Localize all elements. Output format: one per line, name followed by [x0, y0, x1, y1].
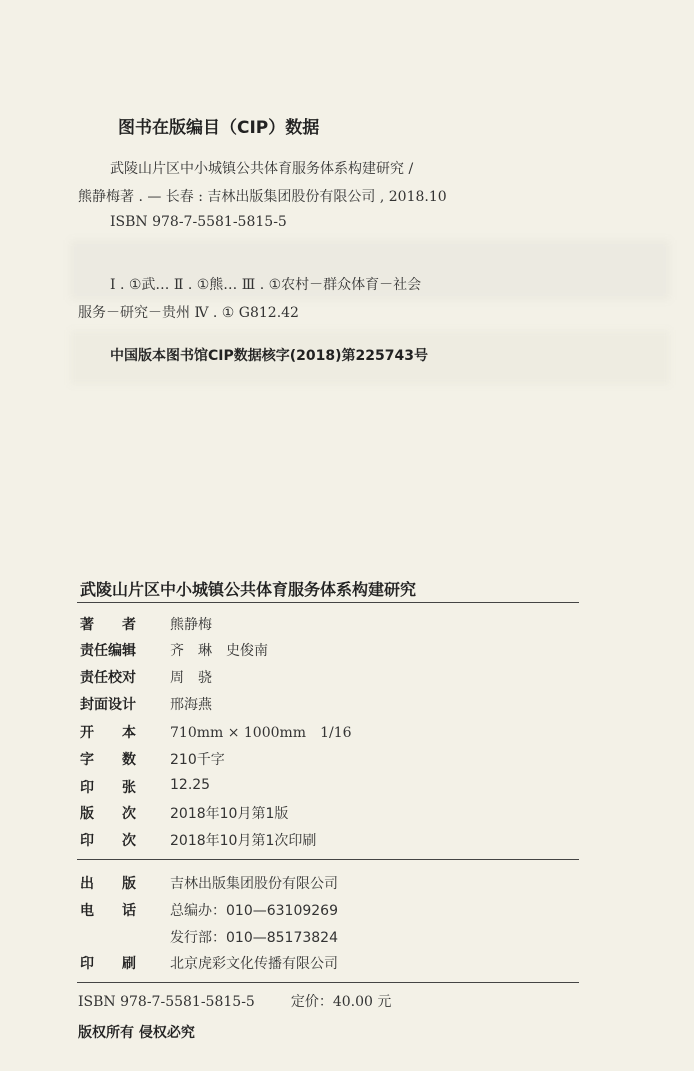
- cip-classification: Ⅰ . ①武… Ⅱ . ①熊… Ⅲ . ①农村－群众体育－社会: [110, 277, 422, 293]
- phone-value: 发行部：010—85173824: [170, 930, 338, 946]
- rights-notice: 版权所有 侵权必究: [78, 1025, 195, 1041]
- book-title: 武陵山片区中小城镇公共体育服务体系构建研究: [80, 580, 417, 599]
- printer-value: 北京虎彩文化传播有限公司: [170, 956, 338, 972]
- isbn: ISBN 978-7-5581-5815-5: [78, 994, 255, 1010]
- cip-record-number: 中国版本图书馆CIP数据核字(2018)第225743号: [110, 348, 428, 364]
- cip-line: 熊静梅著 . — 长春 : 吉林出版集团股份有限公司 , 2018.10: [78, 189, 447, 205]
- phone-value: 总编办：010—63109269: [170, 903, 338, 919]
- publisher-label: 出 版: [80, 876, 136, 892]
- printer-label: 印 刷: [80, 956, 136, 972]
- divider: [77, 602, 579, 603]
- detail-label: 印 次: [80, 833, 136, 849]
- detail-value: 熊静梅: [170, 617, 212, 633]
- detail-value: 12.25: [170, 777, 211, 793]
- detail-label: 责任校对: [80, 670, 136, 686]
- detail-label: 封面设计: [80, 697, 136, 713]
- detail-label: 字 数: [80, 752, 136, 768]
- publisher-value: 吉林出版集团股份有限公司: [170, 876, 338, 892]
- detail-label: 著 者: [80, 617, 136, 633]
- cip-isbn: ISBN 978-7-5581-5815-5: [110, 214, 287, 230]
- detail-value: 2018年10月第1版: [170, 806, 289, 822]
- detail-value: 710mm × 1000mm 1/16: [170, 725, 352, 741]
- divider: [77, 859, 579, 860]
- price: 定价：40.00 元: [290, 994, 392, 1010]
- isbn-price-line: [78, 991, 391, 1011]
- detail-value: 邢海燕: [170, 697, 212, 713]
- detail-value: 2018年10月第1次印刷: [170, 833, 317, 849]
- cip-heading: 图书在版编目（CIP）数据: [118, 118, 320, 138]
- detail-label: 印 张: [80, 780, 136, 796]
- phone-label: 电 话: [80, 903, 136, 919]
- detail-label: 责任编辑: [80, 643, 136, 659]
- detail-value: 210千字: [170, 752, 225, 768]
- detail-value: 齐 琳 史俊南: [170, 643, 268, 659]
- cip-classification: 服务－研究－贵州 Ⅳ . ① G812.42: [78, 305, 299, 321]
- detail-label: 版 次: [80, 806, 136, 822]
- detail-value: 周 骁: [170, 670, 212, 686]
- cip-line: 武陵山片区中小城镇公共体育服务体系构建研究 /: [110, 161, 414, 177]
- detail-label: 开 本: [80, 725, 136, 741]
- divider: [77, 982, 579, 983]
